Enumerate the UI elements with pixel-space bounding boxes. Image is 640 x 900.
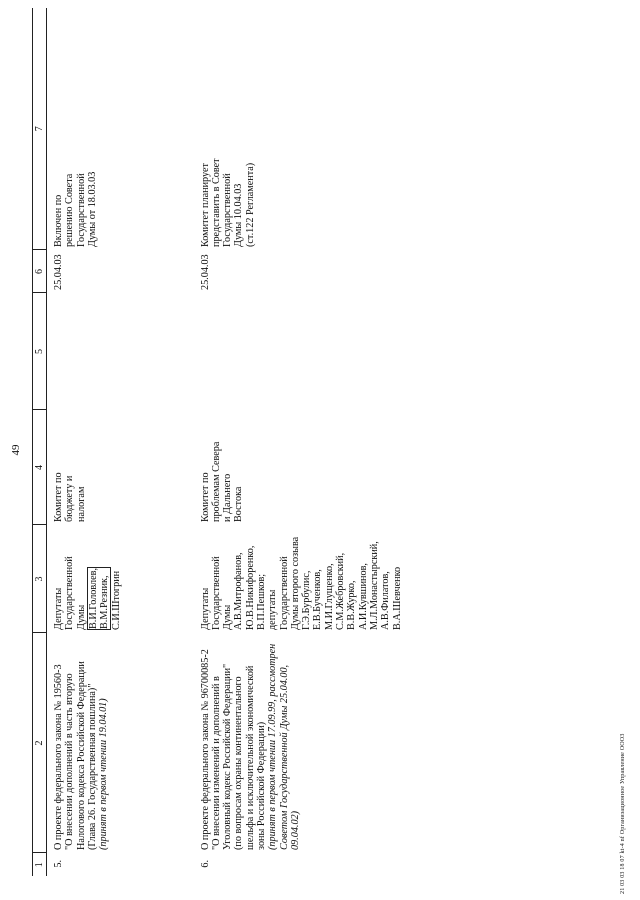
committee-line: и Дальнего xyxy=(222,473,234,522)
date-cell: 25.04.03 xyxy=(199,254,211,290)
committee-cell xyxy=(194,410,407,525)
column-number: 6 xyxy=(33,250,47,293)
column-number: 1 xyxy=(33,853,47,876)
note-line: Думы от 18.03.03 xyxy=(86,171,98,247)
authors-cell xyxy=(194,525,407,633)
column-5-cell xyxy=(194,293,407,410)
committee-line: Комитет по xyxy=(53,472,64,522)
note-line: Думы 10.04.03 xyxy=(233,183,245,247)
row-number: 6. xyxy=(199,860,211,868)
note-line: решению Совета xyxy=(64,173,76,247)
note-line: Государственной xyxy=(75,173,87,247)
author-line: В.В.Журко, xyxy=(346,580,358,630)
author-line: В.И.Головлев, xyxy=(87,567,99,629)
boxed-authors xyxy=(87,567,112,630)
subject-line: "О внесении дополнений в часть вторую xyxy=(64,673,76,850)
subject-line: (по вопросам охраны континентального xyxy=(233,676,245,850)
column-number: 2 xyxy=(33,633,47,853)
committee-cell xyxy=(47,410,194,525)
author-line: Ю.В.Никифоренко, xyxy=(244,545,256,630)
column-number: 7 xyxy=(33,8,47,250)
note-line: Государственной xyxy=(222,173,234,247)
author-line: Государственной xyxy=(64,556,76,630)
column-number: 5 xyxy=(33,293,47,410)
table-row xyxy=(194,8,407,876)
author-line: М.Л.Монастырский, xyxy=(368,541,380,630)
author-line: Депутаты xyxy=(53,587,64,630)
author-line: В.П.Пешков; xyxy=(255,573,267,630)
author-line: Думы xyxy=(75,604,87,630)
subject-line: Уголовный кодекс Российской Федерации" xyxy=(222,663,234,850)
column-5-cell xyxy=(47,293,194,410)
subject-line: "О внесении изменений и дополнений в xyxy=(210,676,222,850)
note-cell xyxy=(47,8,194,250)
authors-cell xyxy=(47,525,194,633)
committee-line: бюджету и xyxy=(64,475,76,522)
note-line: представить в Совет xyxy=(210,158,222,247)
author-line: М.И.Глущенко, xyxy=(323,563,335,630)
note-line: (ст.122 Регламента) xyxy=(244,162,256,247)
subject-line: (принят в первом чтении 19.04.01) xyxy=(98,698,110,850)
page-number: 49 xyxy=(10,444,22,456)
column-number: 3 xyxy=(33,525,47,633)
bill-subject-cell xyxy=(47,633,194,853)
subject-line: Советом Государственной Думы 25.04.00, xyxy=(278,664,290,850)
note-line: Комитет планирует xyxy=(199,163,211,247)
subject-line: (Глава 26. Государственная пошлина)" xyxy=(86,683,98,850)
subject-line: О проекте федерального закона № 19560-3 xyxy=(53,664,64,850)
author-line: Е.В.Бученков, xyxy=(312,569,324,630)
agenda-table xyxy=(32,8,407,876)
note-line: Включен по xyxy=(53,194,64,247)
author-line: депутаты xyxy=(267,589,279,630)
author-line: Думы xyxy=(222,604,234,630)
author-line: Думы второго созыва xyxy=(289,536,301,630)
subject-line: шельфа и исключительной экономической xyxy=(244,665,256,850)
committee-line: Востока xyxy=(233,486,245,522)
subject-line: зоны Российской Федерации) xyxy=(255,721,267,850)
author-line: Г.Э.Бурбулис, xyxy=(301,570,313,630)
date-cell: 25.04.03 xyxy=(53,254,64,290)
subject-line: 09.04.02) xyxy=(289,810,301,850)
subject-line: О проекте федерального закона № 96700085-2 xyxy=(199,649,211,850)
author-line: А.В.Филатов, xyxy=(380,571,392,630)
subject-line: (принят в первом чтении 17.09.99, рассмотрен xyxy=(267,643,279,850)
column-number-row xyxy=(33,8,47,876)
row-number: 5. xyxy=(53,860,64,868)
author-line: В.М.Резник, xyxy=(99,575,111,629)
committee-line: Комитет по xyxy=(199,472,211,522)
author-line: С.М.Жебровский, xyxy=(335,552,347,630)
table-row xyxy=(47,8,194,876)
author-line: В.А.Шевченко xyxy=(391,566,403,630)
committee-line: проблемам Севера xyxy=(210,441,222,522)
author-line: А.В.Митрофанов, xyxy=(233,552,245,630)
committee-line: налогам xyxy=(75,486,87,522)
footer-print-line: 21 03 03 18 07 kt-4 nf Организационное Управление ООО3 xyxy=(620,733,626,894)
column-number: 4 xyxy=(33,410,47,525)
subject-line: Налогового кодекса Российской Федерации xyxy=(75,661,87,850)
author-line: Депутаты xyxy=(199,587,211,630)
author-line: Государственной xyxy=(278,556,290,630)
author-line: Государственной xyxy=(210,556,222,630)
author-line: С.И.Штогрин xyxy=(111,570,123,630)
author-line: А.И.Кувшинов, xyxy=(357,563,369,630)
note-cell xyxy=(194,8,407,250)
bill-subject-cell xyxy=(194,633,407,853)
